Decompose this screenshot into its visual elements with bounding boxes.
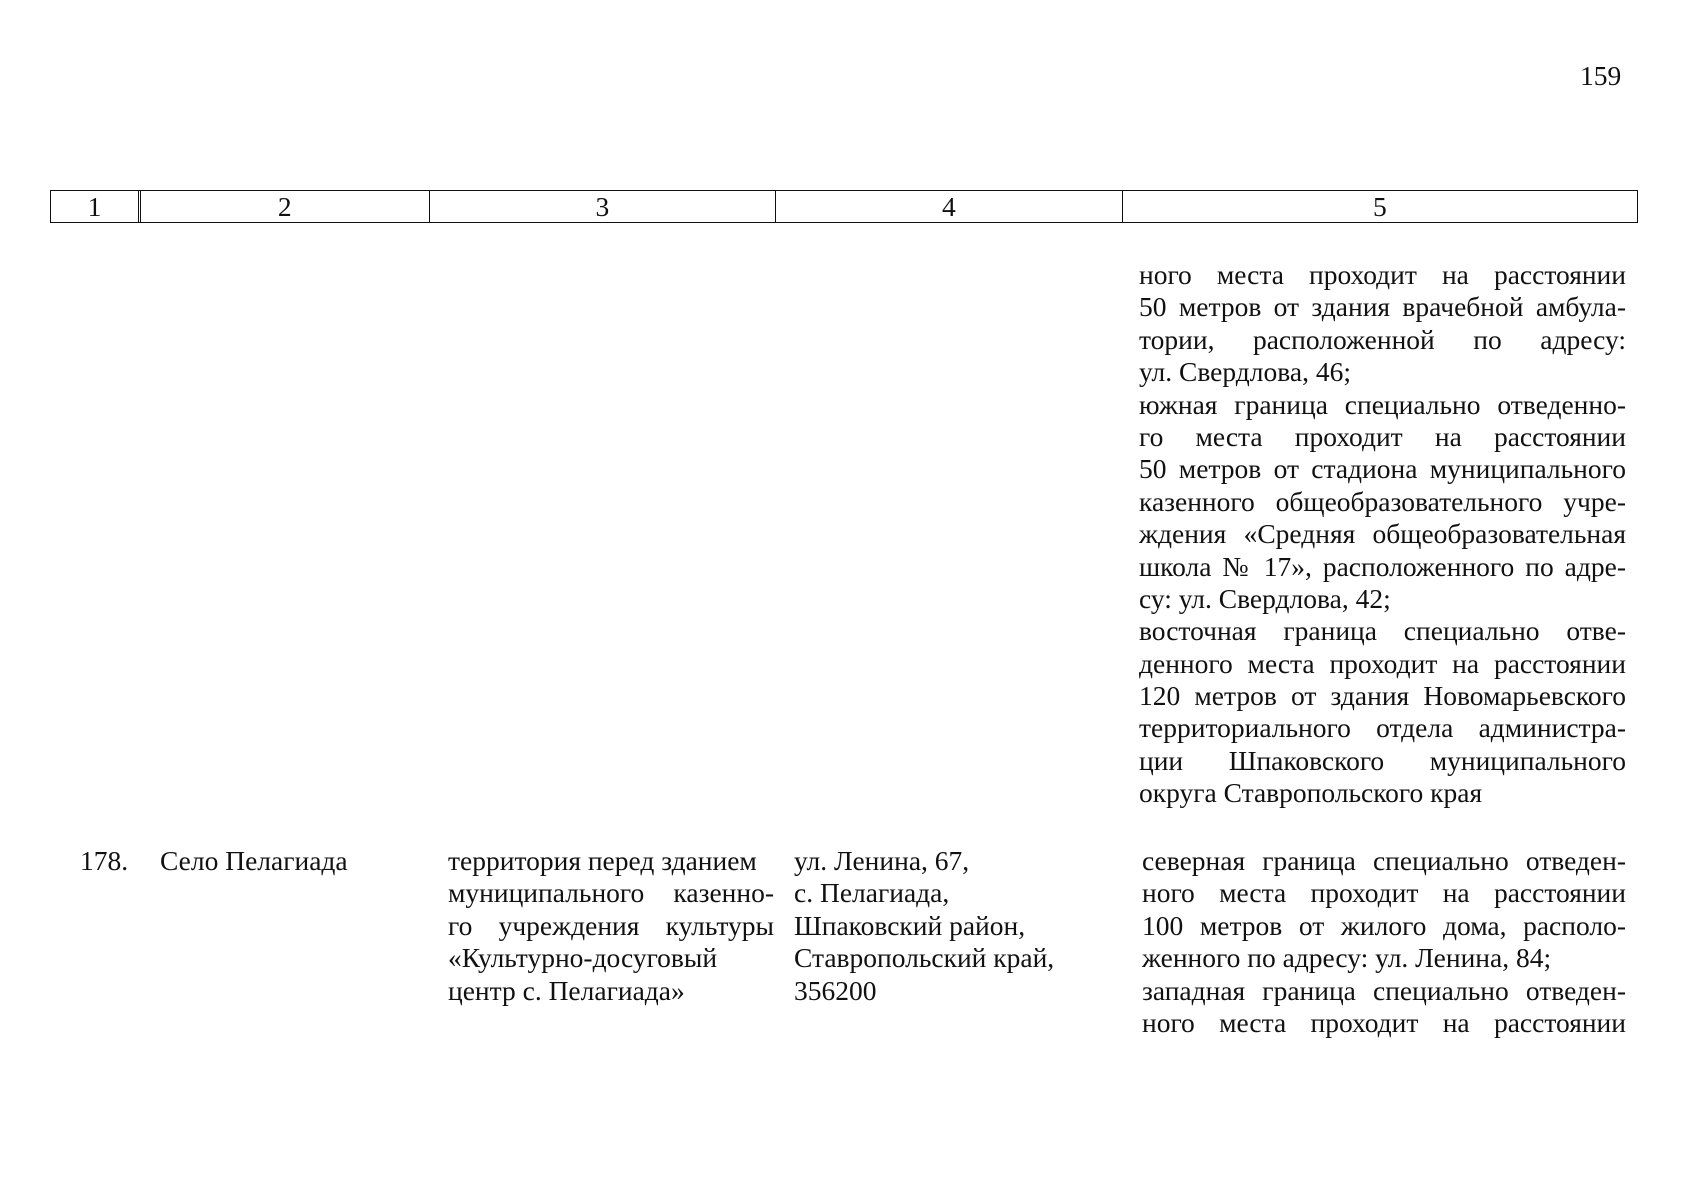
text-line: северная граница специально отведен- [1142, 845, 1626, 876]
page-number: 159 [1580, 60, 1622, 91]
text-line: с. Пелагиада, [794, 877, 950, 909]
text-line: казенного общеобразовательного учре- [1139, 485, 1626, 517]
column-header-4: 4 [776, 191, 1123, 222]
column-header-1: 1 [51, 191, 141, 222]
text-line: ждения «Средняя общеобразовательная [1139, 518, 1626, 550]
text-line: денного места проходит на расстоянии [1139, 647, 1626, 679]
text-line: Ставропольский край, [794, 942, 1055, 974]
text-line: ного места проходит на расстоянии [1139, 259, 1626, 290]
text-line: го учреждения культуры [448, 909, 774, 941]
text-line: 50 метров от стадиона муниципального [1139, 453, 1626, 485]
text-line: ул. Свердлова, 46; [1139, 356, 1351, 388]
text-line: центр с. Пелагиада» [448, 974, 685, 1006]
text-line: женного по адресу: ул. Ленина, 84; [1142, 942, 1552, 974]
boundaries-description [1142, 845, 1626, 1039]
text-line: муниципального казенно- [448, 877, 774, 909]
row-number: 178. [80, 845, 129, 876]
text-line: го места проходит на расстоянии [1139, 420, 1626, 452]
text-line: 100 метров от жилого дома, располо- [1142, 909, 1626, 941]
column-header-2: 2 [141, 191, 430, 222]
text-line: ного места проходит на расстоянии [1142, 877, 1626, 909]
text-line: Шпаковский район, [794, 909, 1026, 941]
text-line: школа № 17», расположенного по адре- [1139, 550, 1626, 582]
territory-description [448, 845, 774, 1007]
text-line: южная граница специально отведенно- [1139, 388, 1626, 420]
text-line: 120 метров от здания Новомарьевского [1139, 680, 1626, 712]
text-line: 356200 [794, 974, 877, 1006]
continued-boundaries-text [1139, 259, 1626, 810]
settlement-name: Село Пелагиада [160, 845, 348, 876]
text-line: округа Ставропольского края [1139, 777, 1483, 809]
text-line: западная граница специально отведен- [1142, 974, 1626, 1006]
column-header-5: 5 [1372, 191, 1387, 222]
text-line: ул. Ленина, 67, [794, 845, 970, 876]
text-line: тории, расположенной по адресу: [1139, 323, 1626, 355]
text-line: территориального отдела администра- [1139, 712, 1626, 744]
address [794, 845, 1094, 1007]
column-header-3: 3 [430, 191, 777, 222]
text-line: ции Шпаковского муниципального [1139, 744, 1626, 776]
text-line: ного места проходит на расстоянии [1142, 1006, 1626, 1038]
text-line: территория перед зданием [448, 845, 757, 876]
text-line: «Культурно-досуговый [448, 942, 718, 974]
table-header [50, 190, 1638, 223]
text-line: су: ул. Свердлова, 42; [1139, 582, 1391, 614]
text-line: восточная граница специально отве- [1139, 615, 1626, 647]
text-line: 50 метров от здания врачебной амбула- [1139, 291, 1626, 323]
